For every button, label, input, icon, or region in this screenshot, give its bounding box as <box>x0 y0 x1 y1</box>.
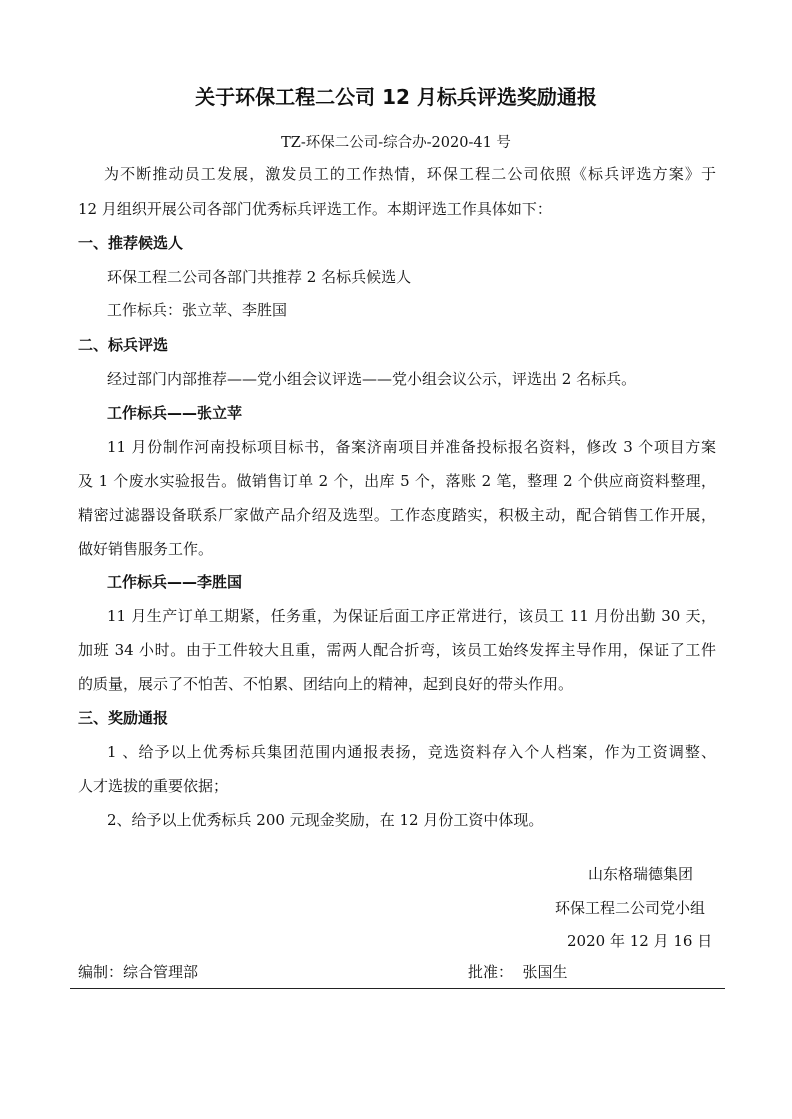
reward-item-1-line-2: 人才选拔的重要依据； <box>78 777 229 795</box>
section-1-line-1: 环保工程二公司各部门共推荐 2 名标兵候选人 <box>107 268 412 286</box>
signature-date: 2020 年 12 月 16 日 <box>567 932 713 950</box>
selection-process: 经过部门内部推荐——党小组会议评选——党小组会议公示，评选出 2 名标兵。 <box>107 370 637 388</box>
winner-1-line-1: 11 月份制作河南投标项目标书，备案济南项目并准备投标报名资料，修改 3 个项目方案 <box>107 438 716 456</box>
signature-dept: 环保工程二公司党小组 <box>555 899 706 917</box>
section-1-heading: 一、推荐候选人 <box>78 234 184 252</box>
signature-org: 山东格瑞德集团 <box>588 865 694 883</box>
winner-1-line-3: 精密过滤器设备联系厂家做产品介绍及选型。工作态度踏实，积极主动，配合销售工作开展， <box>78 506 716 524</box>
winner-1-line-4: 做好销售服务工作。 <box>78 540 214 558</box>
winner-1-line-2: 及 1 个废水实验报告。做销售订单 2 个，出库 5 个，落账 2 笔，整理 2 个供应商资料整理， <box>78 472 716 490</box>
winner-1-heading: 工作标兵——张立苹 <box>107 404 243 422</box>
footer-prepared-by: 编制：综合管理部 <box>78 963 199 981</box>
winner-2-line-2: 加班 34 小时。由于工件较大且重，需两人配合折弯，该员工始终发挥主导作用，保证了工件 <box>78 641 716 659</box>
footer-divider <box>70 988 725 989</box>
reward-item-2: 2、给予以上优秀标兵 200 元现金奖励，在 12 月份工资中体现。 <box>107 811 544 829</box>
section-2-heading: 二、标兵评选 <box>78 336 169 354</box>
footer-approved-by: 批准： 张国生 <box>468 963 568 981</box>
section-3-heading: 三、奖励通报 <box>78 709 169 727</box>
document-title: 关于环保工程二公司 12 月标兵评选奖励通报 <box>195 85 597 109</box>
winner-2-heading: 工作标兵——李胜国 <box>107 573 243 591</box>
intro-line-2: 12 月组织开展公司各部门优秀标兵评选工作。本期评选工作具体如下： <box>78 200 552 218</box>
intro-line-1: 为不断推动员工发展，激发员工的工作热情，环保工程二公司依照《标兵评选方案》于 <box>104 165 716 183</box>
reward-item-1-line-1: 1 、给予以上优秀标兵集团范围内通报表扬，竞选资料存入个人档案，作为工资调整、 <box>107 743 716 761</box>
winner-2-line-3: 的质量，展示了不怕苦、不怕累、团结向上的精神，起到良好的带头作用。 <box>78 675 574 693</box>
winner-2-line-1: 11 月生产订单工期紧，任务重，为保证后面工序正常进行，该员工 11 月份出勤 30 天， <box>107 607 716 625</box>
section-1-line-2: 工作标兵：张立苹、李胜国 <box>107 301 288 319</box>
document-number: TZ-环保二公司-综合办-2020-41 号 <box>281 135 511 151</box>
